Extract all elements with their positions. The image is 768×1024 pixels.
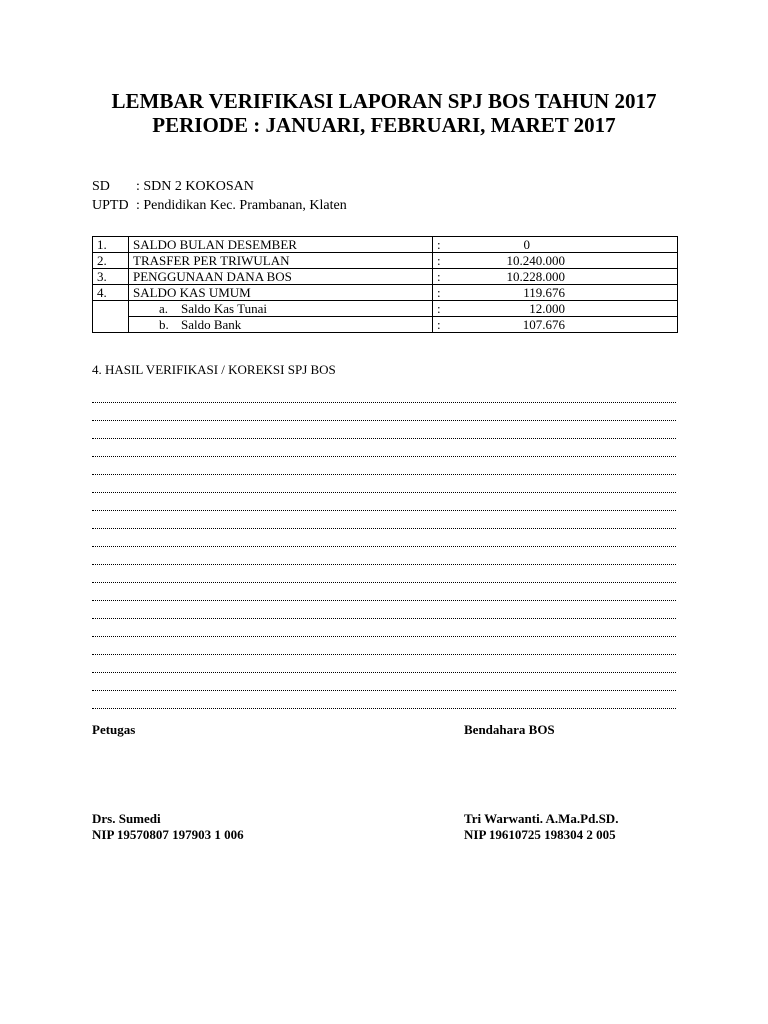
row-description: PENGGUNAAN DANA BOS — [129, 269, 433, 285]
uptd-label: UPTD — [92, 198, 129, 213]
dotted-line — [92, 600, 676, 619]
row-number: 1. — [93, 237, 129, 253]
subrow-letter: b. — [159, 317, 169, 332]
officer-name: Drs. Sumedi — [92, 811, 161, 826]
subrow-letter: a. — [159, 301, 169, 316]
row-value: 0 — [453, 237, 678, 253]
row-separator: : — [433, 253, 454, 269]
row-number-empty — [93, 317, 129, 333]
table-row — [93, 285, 678, 301]
document-period: PERIODE : JANUARI, FEBRUARI, MARET 2017 — [152, 113, 616, 137]
financial-table — [92, 236, 678, 333]
subrow-description — [129, 301, 433, 317]
table-subrow — [93, 317, 678, 333]
sd-value: : SDN 2 KOKOSAN — [136, 179, 254, 194]
officer-nip: NIP 19570807 197903 1 006 — [92, 827, 244, 842]
dotted-line — [92, 474, 676, 493]
treasurer-role: Bendahara BOS — [464, 722, 555, 737]
dotted-line — [92, 636, 676, 655]
row-separator: : — [433, 285, 454, 301]
table-row — [93, 237, 678, 253]
row-value: 119.676 — [453, 285, 678, 301]
row-description: SALDO KAS UMUM — [129, 285, 433, 301]
row-number-empty — [93, 301, 129, 317]
dotted-line — [92, 456, 676, 475]
row-number: 3. — [93, 269, 129, 285]
dotted-line — [92, 654, 676, 673]
dotted-line — [92, 690, 676, 709]
dotted-line — [92, 618, 676, 637]
row-value: 12.000 — [453, 301, 678, 317]
dotted-line — [92, 438, 676, 457]
sd-label: SD — [92, 179, 110, 194]
dotted-line — [92, 528, 676, 547]
officer-role: Petugas — [92, 722, 136, 737]
dotted-line — [92, 672, 676, 691]
dotted-line — [92, 402, 676, 421]
table-row — [93, 269, 678, 285]
dotted-line — [92, 492, 676, 511]
uptd-info — [92, 197, 347, 215]
subrow-description — [129, 317, 433, 333]
dotted-line — [92, 420, 676, 439]
dotted-line — [92, 564, 676, 583]
dotted-line — [92, 546, 676, 565]
subrow-label: Saldo Kas Tunai — [181, 301, 267, 316]
row-number: 4. — [93, 285, 129, 301]
row-description: TRASFER PER TRIWULAN — [129, 253, 433, 269]
dotted-line — [92, 582, 676, 601]
uptd-value: : Pendidikan Kec. Prambanan, Klaten — [136, 198, 347, 213]
row-separator: : — [433, 301, 454, 317]
row-separator: : — [433, 317, 454, 333]
dotted-line — [92, 510, 676, 529]
row-value: 107.676 — [453, 317, 678, 333]
row-value: 10.240.000 — [453, 253, 678, 269]
treasurer-name: Tri Warwanti. A.Ma.Pd.SD. — [464, 811, 619, 826]
verification-heading: 4. HASIL VERIFIKASI / KOREKSI SPJ BOS — [92, 362, 336, 377]
row-value: 10.228.000 — [453, 269, 678, 285]
table-row — [93, 253, 678, 269]
row-description: SALDO BULAN DESEMBER — [129, 237, 433, 253]
subrow-label: Saldo Bank — [181, 317, 242, 332]
row-number: 2. — [93, 253, 129, 269]
document-title: LEMBAR VERIFIKASI LAPORAN SPJ BOS TAHUN 2017 — [111, 89, 657, 113]
dotted-line — [92, 384, 676, 403]
school-info — [92, 178, 254, 196]
row-separator: : — [433, 237, 454, 253]
table-subrow — [93, 301, 678, 317]
treasurer-nip: NIP 19610725 198304 2 005 — [464, 827, 616, 842]
row-separator: : — [433, 269, 454, 285]
